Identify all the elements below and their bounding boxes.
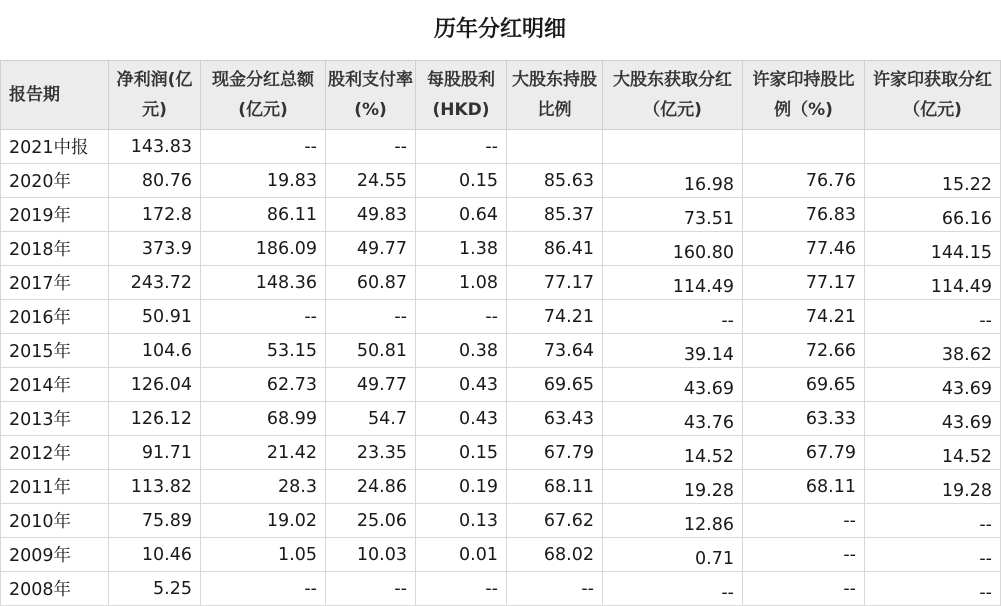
cell-period: 2014年 bbox=[1, 368, 109, 402]
cell-cash-dividend: -- bbox=[201, 130, 326, 164]
cell-period: 2009年 bbox=[1, 538, 109, 572]
cell-major-holding: 85.63 bbox=[507, 164, 603, 198]
cell-payout-ratio: 49.77 bbox=[326, 232, 416, 266]
cell-xu-dividend: 66.16 bbox=[865, 198, 1001, 232]
cell-xu-dividend: 38.62 bbox=[865, 334, 1001, 368]
cell-xu-holding: 68.11 bbox=[743, 470, 865, 504]
col-header-dps: 每股股利(HKD) bbox=[416, 61, 507, 130]
cell-dps: 0.15 bbox=[416, 164, 507, 198]
col-header-major-holding: 大股东持股比例 bbox=[507, 61, 603, 130]
cell-dps: 1.08 bbox=[416, 266, 507, 300]
col-header-xu-dividend: 许家印获取分红（亿元) bbox=[865, 61, 1001, 130]
cell-xu-holding: 77.46 bbox=[743, 232, 865, 266]
table-title: 历年分红明细 bbox=[0, 0, 1000, 61]
cell-cash-dividend: 19.83 bbox=[201, 164, 326, 198]
cell-major-dividend: 14.52 bbox=[603, 436, 743, 470]
cell-xu-dividend: -- bbox=[865, 538, 1001, 572]
cell-payout-ratio: 24.86 bbox=[326, 470, 416, 504]
cell-major-holding: 69.65 bbox=[507, 368, 603, 402]
col-header-xu-holding: 许家印持股比例（%) bbox=[743, 61, 865, 130]
cell-xu-holding: 67.79 bbox=[743, 436, 865, 470]
table-row bbox=[1, 538, 1001, 572]
cell-period: 2011年 bbox=[1, 470, 109, 504]
cell-net-profit: 10.46 bbox=[109, 538, 201, 572]
cell-payout-ratio: 25.06 bbox=[326, 504, 416, 538]
cell-xu-dividend: 43.69 bbox=[865, 402, 1001, 436]
cell-xu-dividend: -- bbox=[865, 504, 1001, 538]
cell-net-profit: 126.12 bbox=[109, 402, 201, 436]
cell-xu-holding: -- bbox=[743, 538, 865, 572]
table-row bbox=[1, 402, 1001, 436]
cell-payout-ratio: 10.03 bbox=[326, 538, 416, 572]
cell-cash-dividend: -- bbox=[201, 572, 326, 606]
cell-major-dividend: 160.80 bbox=[603, 232, 743, 266]
cell-xu-holding: 76.76 bbox=[743, 164, 865, 198]
cell-xu-holding: 76.83 bbox=[743, 198, 865, 232]
cell-cash-dividend: 86.11 bbox=[201, 198, 326, 232]
cell-xu-dividend: -- bbox=[865, 300, 1001, 334]
table-row bbox=[1, 504, 1001, 538]
table-body bbox=[1, 130, 1001, 606]
cell-dps: -- bbox=[416, 300, 507, 334]
cell-net-profit: 126.04 bbox=[109, 368, 201, 402]
cell-period: 2017年 bbox=[1, 266, 109, 300]
cell-dps: 0.15 bbox=[416, 436, 507, 470]
table-row bbox=[1, 572, 1001, 606]
cell-major-dividend: 39.14 bbox=[603, 334, 743, 368]
cell-dps: 0.38 bbox=[416, 334, 507, 368]
col-header-major-dividend: 大股东获取分红（亿元) bbox=[603, 61, 743, 130]
cell-xu-dividend bbox=[865, 130, 1001, 164]
cell-payout-ratio: 54.7 bbox=[326, 402, 416, 436]
cell-major-dividend: 19.28 bbox=[603, 470, 743, 504]
cell-net-profit: 50.91 bbox=[109, 300, 201, 334]
cell-major-dividend bbox=[603, 130, 743, 164]
cell-cash-dividend: 28.3 bbox=[201, 470, 326, 504]
cell-dps: -- bbox=[416, 130, 507, 164]
cell-major-holding: 67.62 bbox=[507, 504, 603, 538]
table-row bbox=[1, 368, 1001, 402]
cell-xu-dividend: 19.28 bbox=[865, 470, 1001, 504]
cell-cash-dividend: 148.36 bbox=[201, 266, 326, 300]
cell-payout-ratio: -- bbox=[326, 130, 416, 164]
table-row bbox=[1, 334, 1001, 368]
cell-major-holding: 73.64 bbox=[507, 334, 603, 368]
cell-major-holding: 77.17 bbox=[507, 266, 603, 300]
cell-payout-ratio: -- bbox=[326, 572, 416, 606]
table-row bbox=[1, 164, 1001, 198]
cell-period: 2013年 bbox=[1, 402, 109, 436]
cell-cash-dividend: 19.02 bbox=[201, 504, 326, 538]
table-row bbox=[1, 198, 1001, 232]
cell-major-dividend: 114.49 bbox=[603, 266, 743, 300]
table-row bbox=[1, 436, 1001, 470]
cell-xu-dividend: 144.15 bbox=[865, 232, 1001, 266]
cell-dps: 0.64 bbox=[416, 198, 507, 232]
cell-period: 2010年 bbox=[1, 504, 109, 538]
cell-cash-dividend: 62.73 bbox=[201, 368, 326, 402]
cell-major-dividend: 43.76 bbox=[603, 402, 743, 436]
cell-dps: 1.38 bbox=[416, 232, 507, 266]
cell-dps: 0.01 bbox=[416, 538, 507, 572]
cell-net-profit: 104.6 bbox=[109, 334, 201, 368]
cell-net-profit: 91.71 bbox=[109, 436, 201, 470]
cell-period: 2018年 bbox=[1, 232, 109, 266]
cell-period: 2021中报 bbox=[1, 130, 109, 164]
table-row bbox=[1, 300, 1001, 334]
cell-period: 2015年 bbox=[1, 334, 109, 368]
cell-payout-ratio: -- bbox=[326, 300, 416, 334]
cell-xu-holding: 77.17 bbox=[743, 266, 865, 300]
cell-major-holding bbox=[507, 130, 603, 164]
cell-xu-holding: 74.21 bbox=[743, 300, 865, 334]
cell-major-dividend: 0.71 bbox=[603, 538, 743, 572]
cell-xu-holding: 63.33 bbox=[743, 402, 865, 436]
header-row bbox=[1, 61, 1001, 130]
cell-payout-ratio: 49.77 bbox=[326, 368, 416, 402]
cell-major-dividend: -- bbox=[603, 300, 743, 334]
cell-period: 2012年 bbox=[1, 436, 109, 470]
cell-dps: 0.19 bbox=[416, 470, 507, 504]
cell-major-holding: 68.11 bbox=[507, 470, 603, 504]
cell-major-dividend: 73.51 bbox=[603, 198, 743, 232]
cell-payout-ratio: 23.35 bbox=[326, 436, 416, 470]
cell-cash-dividend: 53.15 bbox=[201, 334, 326, 368]
col-header-payout-ratio: 股利支付率(%) bbox=[326, 61, 416, 130]
cell-net-profit: 75.89 bbox=[109, 504, 201, 538]
cell-major-holding: 74.21 bbox=[507, 300, 603, 334]
col-header-net-profit: 净利润(亿元) bbox=[109, 61, 201, 130]
table-row bbox=[1, 232, 1001, 266]
cell-dps: 0.43 bbox=[416, 402, 507, 436]
cell-cash-dividend: -- bbox=[201, 300, 326, 334]
table-row bbox=[1, 470, 1001, 504]
cell-period: 2020年 bbox=[1, 164, 109, 198]
cell-major-holding: -- bbox=[507, 572, 603, 606]
cell-xu-holding: -- bbox=[743, 504, 865, 538]
cell-cash-dividend: 1.05 bbox=[201, 538, 326, 572]
table-row bbox=[1, 266, 1001, 300]
cell-xu-holding: 72.66 bbox=[743, 334, 865, 368]
table-row bbox=[1, 130, 1001, 164]
cell-major-holding: 85.37 bbox=[507, 198, 603, 232]
cell-net-profit: 5.25 bbox=[109, 572, 201, 606]
cell-major-dividend: 12.86 bbox=[603, 504, 743, 538]
cell-period: 2016年 bbox=[1, 300, 109, 334]
cell-xu-holding bbox=[743, 130, 865, 164]
cell-net-profit: 373.9 bbox=[109, 232, 201, 266]
dividend-table bbox=[0, 60, 1001, 606]
cell-major-holding: 67.79 bbox=[507, 436, 603, 470]
cell-period: 2019年 bbox=[1, 198, 109, 232]
cell-payout-ratio: 49.83 bbox=[326, 198, 416, 232]
cell-net-profit: 243.72 bbox=[109, 266, 201, 300]
cell-payout-ratio: 60.87 bbox=[326, 266, 416, 300]
cell-period: 2008年 bbox=[1, 572, 109, 606]
cell-xu-dividend: 15.22 bbox=[865, 164, 1001, 198]
cell-xu-holding: -- bbox=[743, 572, 865, 606]
cell-cash-dividend: 68.99 bbox=[201, 402, 326, 436]
cell-major-dividend: -- bbox=[603, 572, 743, 606]
col-header-cash-dividend: 现金分红总额(亿元) bbox=[201, 61, 326, 130]
col-header-period: 报告期 bbox=[1, 61, 109, 130]
cell-major-holding: 63.43 bbox=[507, 402, 603, 436]
cell-xu-dividend: -- bbox=[865, 572, 1001, 606]
cell-major-holding: 68.02 bbox=[507, 538, 603, 572]
cell-major-holding: 86.41 bbox=[507, 232, 603, 266]
cell-major-dividend: 16.98 bbox=[603, 164, 743, 198]
cell-dps: 0.43 bbox=[416, 368, 507, 402]
cell-net-profit: 113.82 bbox=[109, 470, 201, 504]
cell-cash-dividend: 186.09 bbox=[201, 232, 326, 266]
cell-xu-dividend: 14.52 bbox=[865, 436, 1001, 470]
cell-net-profit: 172.8 bbox=[109, 198, 201, 232]
cell-xu-holding: 69.65 bbox=[743, 368, 865, 402]
cell-xu-dividend: 114.49 bbox=[865, 266, 1001, 300]
cell-payout-ratio: 24.55 bbox=[326, 164, 416, 198]
cell-xu-dividend: 43.69 bbox=[865, 368, 1001, 402]
cell-dps: 0.13 bbox=[416, 504, 507, 538]
cell-cash-dividend: 21.42 bbox=[201, 436, 326, 470]
cell-net-profit: 143.83 bbox=[109, 130, 201, 164]
cell-payout-ratio: 50.81 bbox=[326, 334, 416, 368]
cell-dps: -- bbox=[416, 572, 507, 606]
cell-net-profit: 80.76 bbox=[109, 164, 201, 198]
cell-major-dividend: 43.69 bbox=[603, 368, 743, 402]
